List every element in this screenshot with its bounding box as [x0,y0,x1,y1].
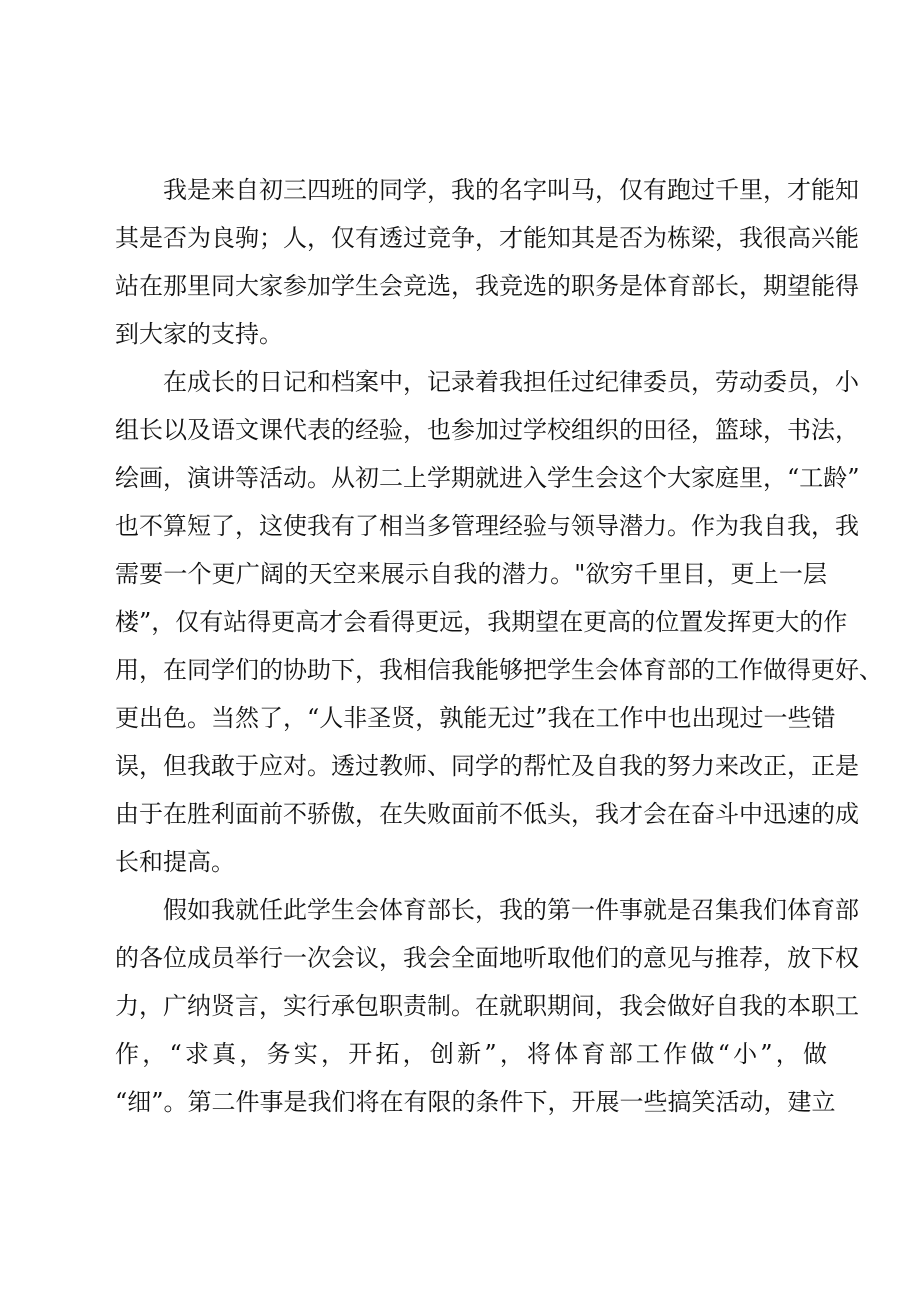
paragraph-2-line-9: 误，但我敢于应对。透过教师、同学的帮忙及自我的努力来改正，正是 [115,752,859,780]
paragraph-2-line-2: 组长以及语文课代表的经验，也参加过学校组织的田径，篮球，书法， [115,416,859,444]
paragraph-2-line-10: 由于在胜利面前不骄傲，在失败面前不低头，我才会在奋斗中迅速的成 [115,800,859,828]
paragraph-2-line-7: 用，在同学们的协助下，我相信我能够把学生会体育部的工作做得更好、 [115,656,883,684]
paragraph-2-line-1: 在成长的日记和档案中，记录着我担任过纪律委员，劳动委员，小 [163,368,859,396]
paragraph-1-line-2: 其是否为良驹；人，仅有透过竞争，才能知其是否为栋梁，我很高兴能 [115,224,859,252]
paragraph-2-line-4: 也不算短了，这使我有了相当多管理经验与领导潜力。作为我自我，我 [115,512,859,540]
paragraph-2-line-6: 楼”，仅有站得更高才会看得更远，我期望在更高的位置发挥更大的作 [115,608,848,636]
paragraph-3-line-4: 作，“求真，务实，开拓，创新”，将体育部工作做“小”，做 [115,1040,827,1068]
paragraph-2-line-8: 更出色。当然了，“人非圣贤，孰能无过”我在工作中也出现过一些错 [115,704,836,732]
paragraph-3-line-5: “细”。第二件事是我们将在有限的条件下，开展一些搞笑活动，建立 [115,1088,836,1116]
paragraph-3-line-1: 假如我就任此学生会体育部长，我的第一件事就是召集我们体育部 [163,896,859,924]
document-body [115,166,883,1126]
paragraph-2-line-5: 需要一个更广阔的天空来展示自我的潜力。"欲穷千里目，更上一层 [115,560,827,588]
paragraph-1-line-3: 站在那里同大家参加学生会竞选，我竞选的职务是体育部长，期望能得 [115,272,859,300]
paragraph-3-line-3: 力，广纳贤言，实行承包职责制。在就职期间，我会做好自我的本职工 [115,992,859,1020]
paragraph-1-line-4: 到大家的支持。 [115,320,283,348]
paragraph-1-line-1: 我是来自初三四班的同学，我的名字叫马，仅有跑过千里，才能知 [163,176,859,204]
paragraph-2-line-3: 绘画，演讲等活动。从初二上学期就进入学生会这个大家庭里，“工龄” [115,464,860,492]
paragraph-2-line-11: 长和提高。 [115,848,235,876]
paragraph-3-line-2: 的各位成员举行一次会议，我会全面地听取他们的意见与推荐，放下权 [115,944,859,972]
